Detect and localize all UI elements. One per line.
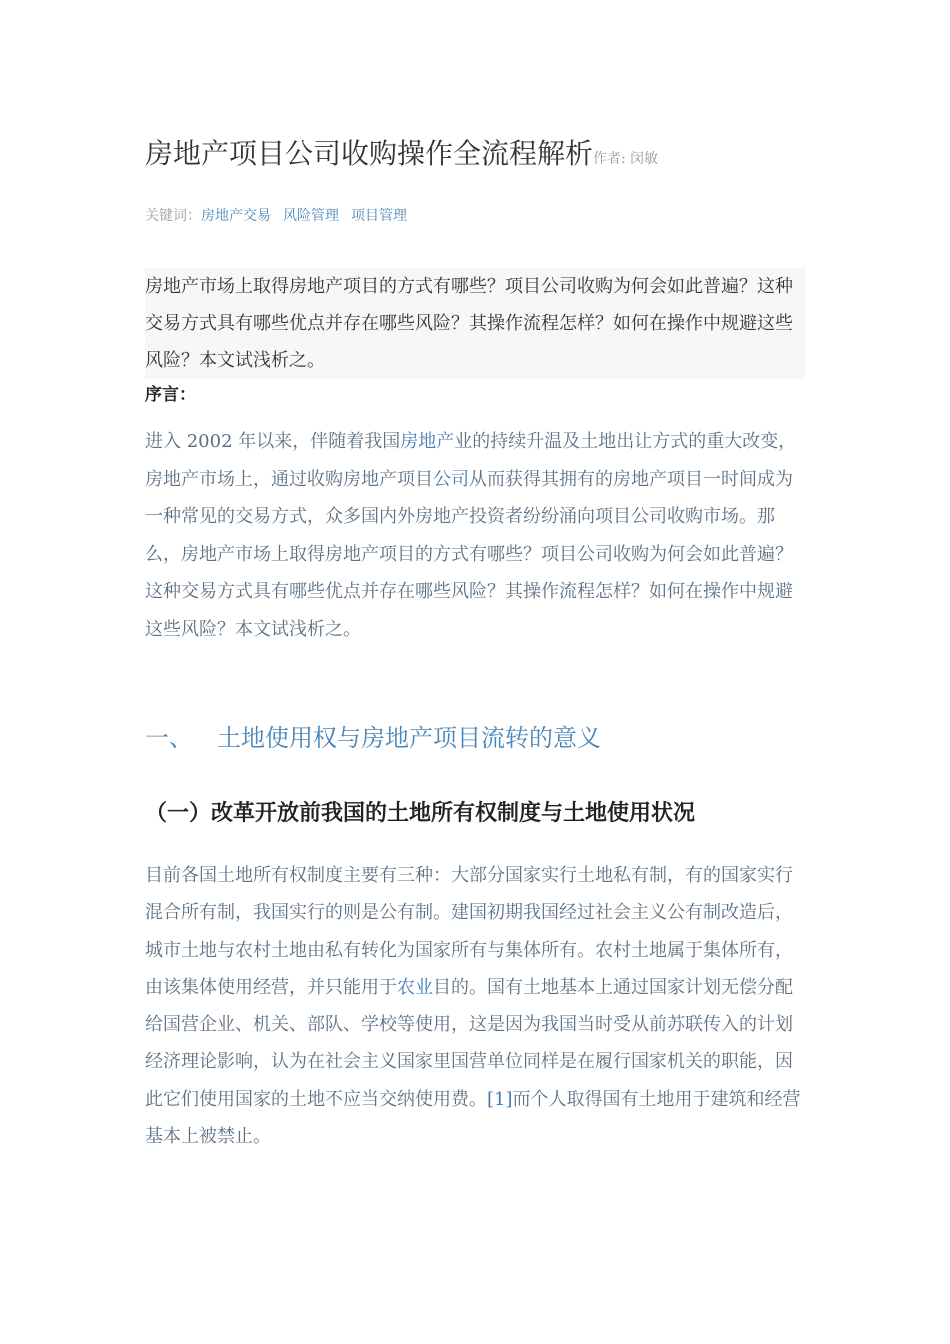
section-title: 土地使用权与房地产项目流转的意义 bbox=[217, 724, 601, 752]
preface-text-2: 业的持续升温及土地出让方式的重大改变，房地产市场上，通过收购房地产项目 bbox=[145, 431, 797, 490]
keyword-link-risk-management[interactable]: 风险管理 bbox=[283, 208, 339, 224]
preface-text-3: 从而获得其拥有的房地产项目一时间成为一种常见的交易方式，众多国内外房地产投资者纷纷涌向项目公司收购市场。那么，房地产市场上取得房地产项目的方式有哪些？项目公司收购为何会如此普遍？这种交易方式具有哪些优点并存在哪些风险？其操作流程怎样？如何在操作中规避这些风险？本文试浅析之。 bbox=[145, 468, 793, 640]
body-paragraph bbox=[145, 857, 805, 1155]
link-real-estate[interactable]: 房地产 bbox=[400, 431, 455, 452]
preface-paragraph bbox=[145, 423, 810, 648]
link-company[interactable]: 公司 bbox=[433, 468, 469, 490]
article-author: 作者: 闵敏 bbox=[593, 151, 659, 167]
section-number: 一、 bbox=[145, 724, 193, 752]
keywords-label: 关键词： bbox=[145, 208, 201, 224]
title-row bbox=[145, 132, 658, 172]
link-agriculture[interactable]: 农业 bbox=[397, 976, 433, 998]
body-text-1: 目前各国土地所有权制度主要有三种：大部分国家实行土地私有制，有的国家实行混合所有制，我国实行的则是公有制。建国初期我国经过社会主义公有制改造后，城市土地与农村土地由私有转化为国家所有与集体所有。农村土地属于集体所有，由该集体使用经营，并只能用于 bbox=[145, 865, 793, 998]
body-text-2: 目的。国有土地基本上通过国家计划无偿分配给国营企业、机关、部队、学校等使用，这是因为我国当时受从前苏联传入的计划经济理论影响，认为在社会主义国家里国营单位同样是在履行国家机关的职能，因此它们使用国家的土地不应当交纳使用费。 bbox=[145, 976, 793, 1110]
article-title: 房地产项目公司收购操作全流程解析 bbox=[145, 137, 594, 170]
article-summary: 房地产市场上取得房地产项目的方式有哪些？项目公司收购为何会如此普遍？这种交易方式具有哪些优点并存在哪些风险？其操作流程怎样？如何在操作中规避这些风险？本文试浅析之。 bbox=[145, 268, 806, 379]
preface-label: 序言： bbox=[145, 385, 196, 405]
footnote-ref-1[interactable]: [1] bbox=[487, 1088, 513, 1110]
keywords-row bbox=[145, 205, 419, 225]
keyword-link-project-management[interactable]: 项目管理 bbox=[351, 208, 407, 224]
keyword-link-real-estate[interactable]: 房地产交易 bbox=[201, 208, 271, 224]
body-text-3: 而个人取得国有土地用于建筑和经营基本上被禁止。 bbox=[145, 1088, 801, 1148]
preface-text-1: 进入 2002 年以来，伴随着我国 bbox=[145, 431, 401, 452]
section-heading-1 bbox=[145, 718, 601, 753]
subsection-heading-1: （一）改革开放前我国的土地所有权制度与土地使用状况 bbox=[145, 801, 696, 826]
